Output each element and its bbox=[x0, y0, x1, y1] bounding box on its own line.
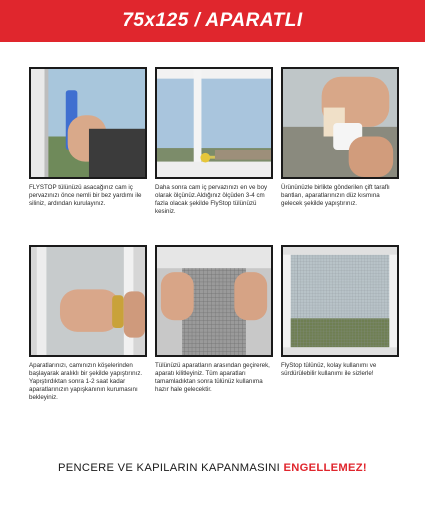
step-4-photo bbox=[29, 245, 147, 357]
step-2-photo bbox=[155, 67, 273, 179]
banner-title: 75x125 / APARATLI bbox=[122, 10, 303, 31]
step-4 bbox=[29, 245, 147, 402]
step-6-photo bbox=[281, 245, 399, 357]
step-3-caption: Ürününüzle birlikte gönderilen çift taraflı bantları, aparatlarınızın düz kısmına gelecek şekilde yapıştırınız. bbox=[281, 184, 390, 207]
step-3 bbox=[281, 67, 399, 208]
step-2 bbox=[155, 67, 273, 216]
step-1-photo bbox=[29, 67, 147, 179]
footer-slogan bbox=[0, 462, 425, 474]
step-1-caption: FLYSTOP tülünüzü asacağınız cam iç pervazınızı önce nemli bir bez yardımı ile siliniz, ardından kurulayınız. bbox=[29, 184, 142, 207]
footer-text: PENCERE VE KAPILARIN KAPANMASINI bbox=[58, 462, 284, 474]
step-5-photo bbox=[155, 245, 273, 357]
step-6-caption: FlyStop tülünüz, kolay kullanımı ve sürdürülebilir kullanımı ile sizlerle! bbox=[281, 362, 377, 377]
step-5 bbox=[155, 245, 273, 394]
step-6 bbox=[281, 245, 399, 378]
step-3-photo bbox=[281, 67, 399, 179]
step-5-caption: Tülünüzü aparatların arasından geçirerek, aparatı kilitleyiniz. Tüm aparatları tamamladıktan sonra tülünüz kullanıma hazır hale gelecektir. bbox=[155, 362, 270, 393]
step-2-caption: Daha sonra cam iç pervazınızı en ve boy olarak ölçünüz.Aldığınız ölçüden 3-4 cm fazla olacak şekilde FlyStop tülünüzü kesiniz. bbox=[155, 184, 268, 215]
footer-accent: ENGELLEMEZ! bbox=[283, 462, 367, 474]
header-banner bbox=[0, 0, 425, 42]
step-1 bbox=[29, 67, 147, 208]
step-4-caption: Aparatlarınızı, camınızın köşelerinden başlayarak aralıklı bir şekilde yapıştırınız. Yapıştırdıktan sonra 1-2 saat kadar aparatlarınızın yapışkanının kurumasını bekleyiniz. bbox=[29, 362, 143, 401]
